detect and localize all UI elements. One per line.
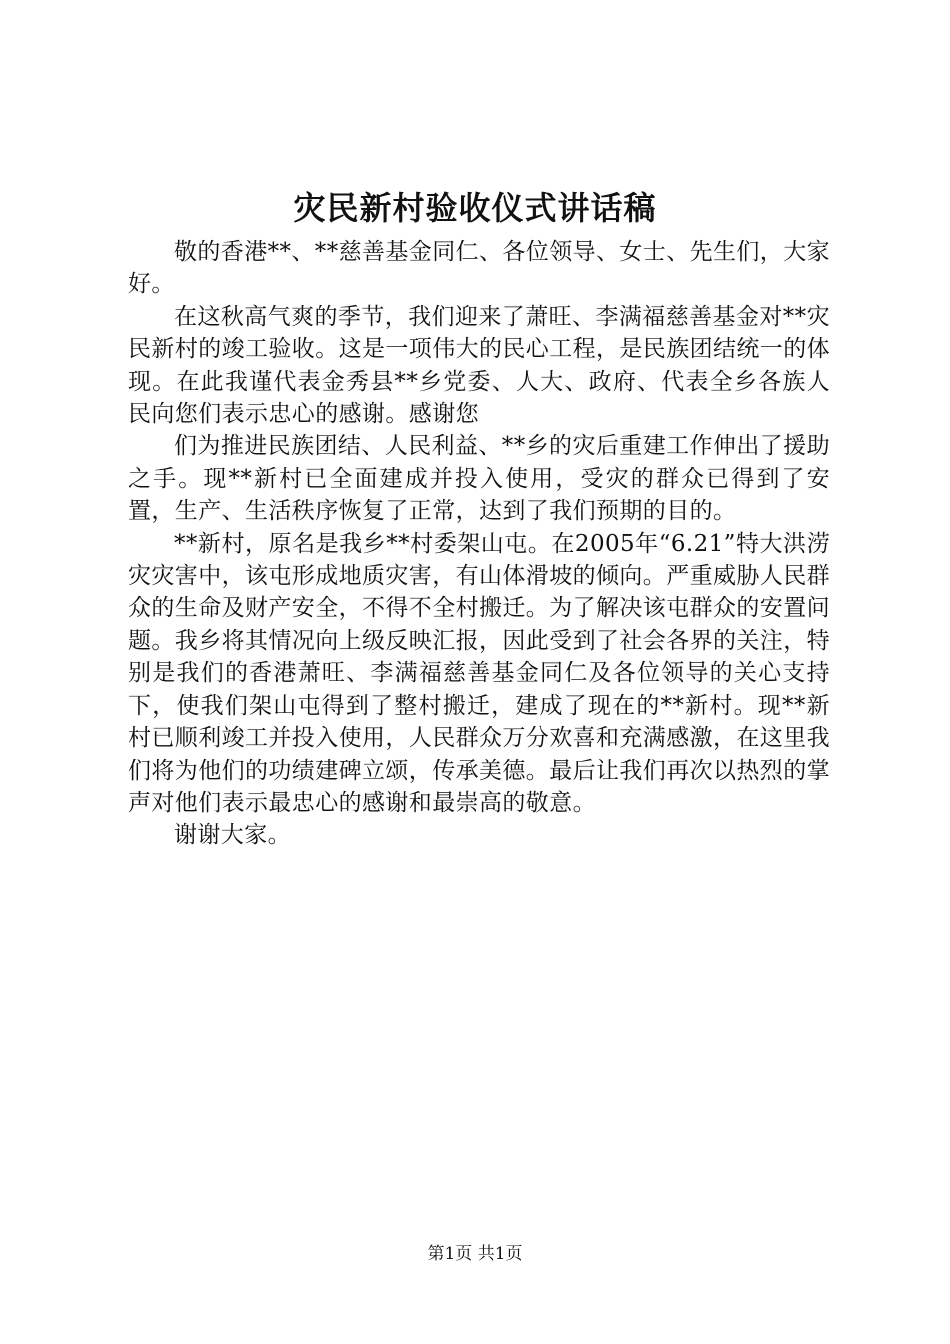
document-body	[128, 236, 830, 852]
paragraph-closing: 谢谢大家。	[174, 822, 291, 849]
paragraph-acceptance: 在这秋高气爽的季节，我们迎来了萧旺、李满福慈善基金对**灾民新村的竣工验收。这是一项伟大的民心工程，是民族团结统一的体现。在此我谨代表金秀县**乡党委、人大、政府、代表全乡各族人民向您们表示忠心的感谢。感谢您	[128, 303, 830, 428]
document-title: 灾民新村验收仪式讲话稿	[293, 189, 657, 227]
paragraph-history: **新村，原名是我乡**村委架山屯。在2005年“6.21”特大洪涝灾灾害中，该屯形成地质灾害，有山体滑坡的倾向。严重威胁人民群众的生命及财产安全，不得不全村搬迁。为了解决该屯群众的安置问题。我乡将其情况向上级反映汇报，因此受到了社会各界的关注，特别是我们的香港萧旺、李满福慈善基金同仁及各位领导的关心支持下，使我们架山屯得到了整村搬迁，建成了现在的**新村。现**新村已顺利竣工并投入使用，人民群众万分欢喜和充满感激，在这里我们将为他们的功绩建碑立颂，传承美德。最后让我们再次以热烈的掌声对他们表示最忠心的感谢和最崇高的敬意。	[128, 530, 830, 816]
paragraph-greeting: 敬的香港**、**慈善基金同仁、各位领导、女士、先生们，大家好。	[128, 239, 830, 298]
paragraph-assistance: 们为推进民族团结、人民利益、**乡的灾后重建工作伸出了援助之手。现**新村已全面建成并投入使用，受灾的群众已得到了安置，生产、生活秩序恢复了正常，达到了我们预期的目的。	[128, 433, 830, 525]
page-footer: 第1页 共1页	[427, 1244, 523, 1264]
